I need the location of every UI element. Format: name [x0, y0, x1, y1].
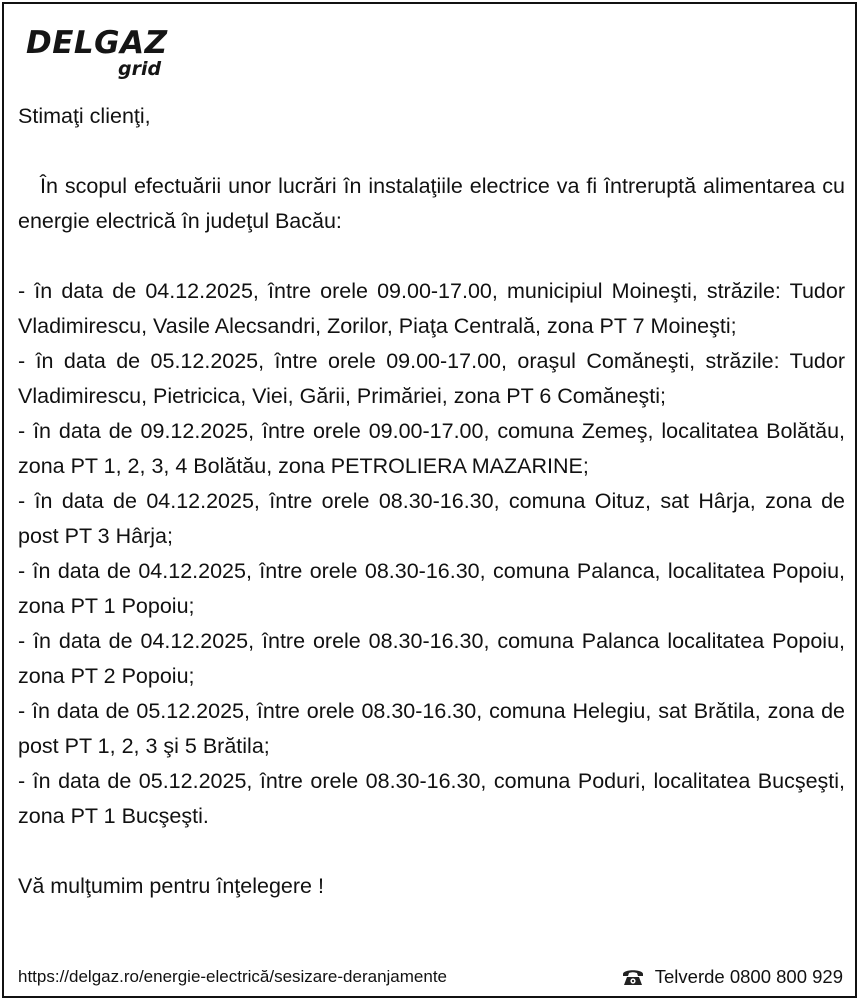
- intro-paragraph: În scopul efectuării unor lucrări în instalaţiile electrice va fi întreruptă alimentarea cu energie electrică în judeţul Bacău:: [18, 174, 845, 233]
- outage-item: - în data de 05.12.2025, între orele 09.00-17.00, oraşul Comăneşti, străzile: Tudor Vladimirescu, Pietricica, Viei, Gării, Primăriei, zona PT 6 Comăneşti;: [18, 349, 845, 408]
- telephone-icon: [621, 967, 645, 987]
- footer-phone: [621, 966, 843, 988]
- announcement-frame: [2, 2, 857, 998]
- outage-item: - în data de 09.12.2025, între orele 09.00-17.00, comuna Zemeş, localitatea Bolătău, zona PT 1, 2, 3, 4 Bolătău, zona PETROLIERA MAZARINE;: [18, 419, 845, 478]
- footer-phone-number: Telverde 0800 800 929: [654, 966, 843, 987]
- logo-wordmark: DELGAZ: [26, 25, 168, 61]
- footer: [18, 964, 843, 990]
- outage-item: - în data de 04.12.2025, între orele 09.00-17.00, municipiul Moineşti, străzile: Tudor Vladimirescu, Vasile Alecsandri, Zorilor, Piaţa Centrală, zona PT 7 Moineşti;: [18, 279, 845, 338]
- greeting: Stimaţi clienţi,: [18, 104, 151, 128]
- outage-item: - în data de 04.12.2025, între orele 08.30-16.30, comuna Palanca localitatea Popoiu, zona PT 2 Popoiu;: [18, 629, 845, 688]
- footer-url-link[interactable]: https://delgaz.ro/energie-electrică/sesizare-deranjamente: [18, 967, 448, 986]
- outage-item: - în data de 05.12.2025, între orele 08.30-16.30, comuna Helegiu, sat Brătila, zona de post PT 1, 2, 3 şi 5 Brătila;: [18, 699, 845, 758]
- announcement-body: [18, 99, 845, 904]
- logo-subtitle: grid: [118, 58, 162, 80]
- outage-list: [18, 274, 845, 834]
- outage-item: - în data de 05.12.2025, între orele 08.30-16.30, comuna Poduri, localitatea Bucşeşti, zona PT 1 Bucşeşti.: [18, 769, 845, 828]
- delgaz-grid-logo: [26, 26, 186, 86]
- outage-item: - în data de 04.12.2025, între orele 08.30-16.30, comuna Palanca, localitatea Popoiu, zona PT 1 Popoiu;: [18, 559, 845, 618]
- thanks-text: Vă mulţumim pentru înţelegere !: [18, 874, 324, 898]
- outage-item: - în data de 04.12.2025, între orele 08.30-16.30, comuna Oituz, sat Hârja, zona de post PT 3 Hârja;: [18, 489, 845, 548]
